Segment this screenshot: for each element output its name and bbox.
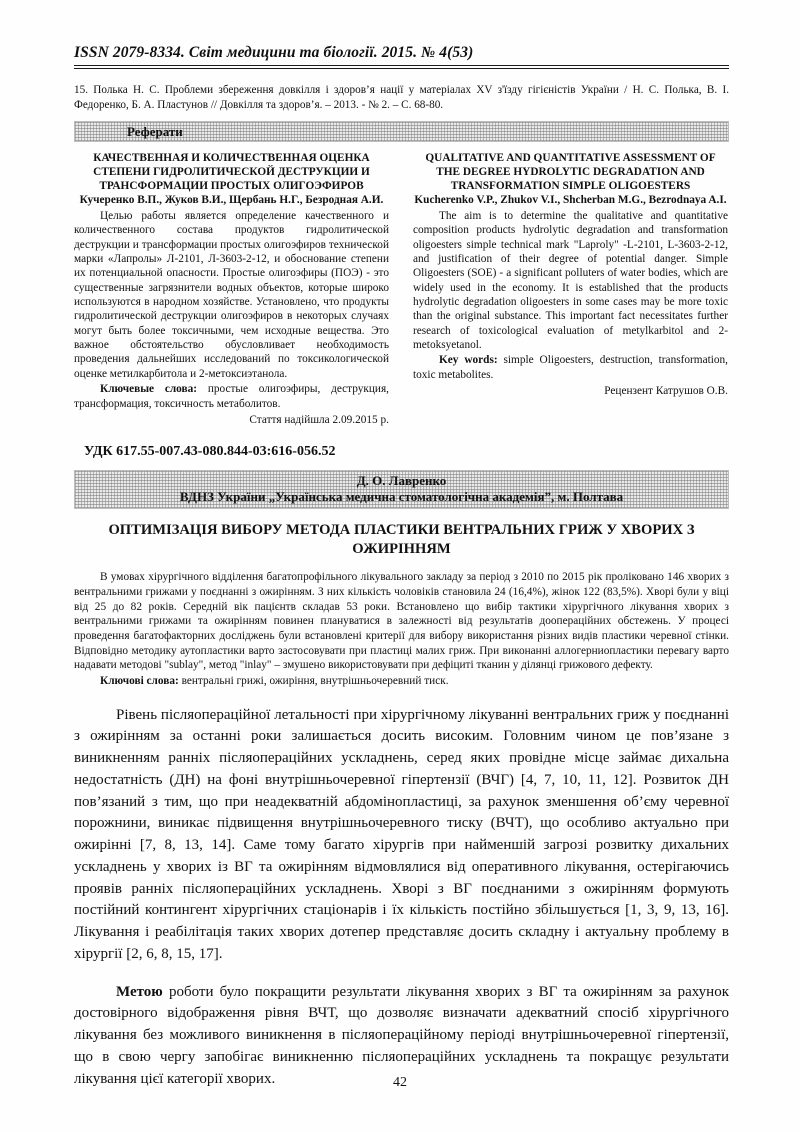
abstract-en-body: The aim is to determine the qualitative and quantitative composition products hydrolytic degradation and transformation oligoesters simple technical mark "Laproly" -L-2101, L-3603-2-12, and justification of their degree of potential danger. Simple Oligoesters (SOE) - a significant polluters of water bodies, which are widely used in the economy. It is established that the products hydrolytic degradation oligoesters in some cases may be more toxic than the original substance. This important fact necessitates further research of toxicological evaluation of metylkarbitol and 2-metoksyetanol. <box>413 210 728 352</box>
body-paragraph-2-lead: Метою <box>116 983 163 1000</box>
abstract-ru-body: Целью работы является определение качественного и количественного состава продуктов гидролитической деструкции и трансформации простых олигоэфиров технической марки «Лапролы» Л-2101, Л-3603-2-12, и обоснование степени их потенциальной опасности. Простые олигоэфиры (ПОЭ) - это существенные загрязнители водных объектов, которые широко используются в народном хозяйстве. Установлено, что продукты гидролитической деструкции олигоэфиров в некоторых случаях могут быть более токсичными, чем исходные вещества. Это важное обстоятельство обусловливает необходимость проведения дальнейших исследований по токсикологической оценке метилкарбитола и 2-метоксиэтанола. <box>74 210 389 380</box>
body-paragraph-2-text: роботи було покращити результати лікування хворих з ВГ та ожирінням за рахунок достовірного відображення рівня ВЧТ, що дозволяє визначати адекватний спосіб хірургічного лікування без можливого виникнення в післяопераційному періоді внутрішньочеревної гіпертензії, що в свою чергу запобігає виникненню післяопераційних ускладнень та покращує результати лікування цієї категорії хворих. <box>74 983 729 1087</box>
udc-code: УДК 617.55-007.43-080.844-03:616-056.52 <box>84 443 336 459</box>
abstract-column-russian <box>74 151 389 426</box>
abstract-ua-keywords-text: вентральні грижі, ожиріння, внутрішньочеревний тиск. <box>178 675 449 687</box>
abstract-ua-keywords <box>74 674 729 689</box>
abstract-columns <box>74 151 729 426</box>
page-content <box>74 44 729 1090</box>
abstract-ua-keywords-label: Ключові слова: <box>100 675 179 687</box>
author-affiliation: ВДНЗ України „Українська медична стоматологічна академія”, м. Полтава <box>179 489 624 505</box>
reference-entry: 15. Полька Н. С. Проблеми збереження довкілля і здоров’я нації у матеріалах XV з'їзду гігієністів України / Н. С. Полька, В. І. Федоренко, Б. А. Пластунов // Довкілля та здоров’я. – 2013. - № 2. – С. 68-80. <box>74 84 729 111</box>
abstract-ru-footer: Стаття надійшла 2.09.2015 р. <box>249 413 389 426</box>
author-banner <box>74 470 729 510</box>
abstract-ru-title: КАЧЕСТВЕННАЯ И КОЛИЧЕСТВЕННАЯ ОЦЕНКА СТЕПЕНИ ГИДРОЛИТИЧЕСКОЙ ДЕСТРУКЦИИ И ТРАНСФОРМАЦИИ ПРОСТЫХ ОЛИГОЭФИРОВ <box>93 151 370 192</box>
page-number: 42 <box>393 1075 407 1090</box>
abstract-ru-keywords <box>74 382 389 411</box>
abstract-column-english <box>413 151 728 397</box>
abstract-ru-keywords-text: простые олигоэфиры, деструкция, трансформация, токсичность метаболитов. <box>74 383 389 410</box>
abstract-ru-authors: Кучеренко В.П., Жуков В.И., Щербань Н.Г., Безродная А.И. <box>79 193 384 206</box>
abstract-en-title: QUALITATIVE AND QUANTITATIVE ASSESSMENT OF THE DEGREE HYDROLYTIC DEGRADATION AND TRANSFORMATION SIMPLE OLIGOESTERS <box>425 151 716 192</box>
author-name: Д. О. Лавренко <box>356 472 447 488</box>
referaty-banner: Реферати <box>74 121 729 142</box>
running-head: ISSN 2079-8334. Світ медицини та біології. 2015. № 4(53) <box>74 44 474 61</box>
abstract-en-keywords <box>413 353 728 382</box>
abstract-en-keywords-text: simple Oligoesters, destruction, transformation, toxic metabolites. <box>413 354 728 381</box>
article-title: ОПТИМІЗАЦІЯ ВИБОРУ МЕТОДА ПЛАСТИКИ ВЕНТРАЛЬНИХ ГРИЖ У ХВОРИХ З ОЖИРІННЯМ <box>108 522 695 558</box>
abstract-en-authors: Kucherenko V.P., Zhukov V.I., Shcherban M.G., Bezrodnaya A.I. <box>414 193 727 206</box>
abstract-en-keywords-label: Key words: <box>439 354 498 367</box>
body-paragraph-1: Рівень післяопераційної летальності при хірургічному лікуванні вентральних гриж у поєднанні з ожирінням за останні роки залишається досить високим. Головним чином це пов’язане з виникненням ранніх післяопераційних ускладнень, серед яких провідне місце займає дихальна недостатність (ДН) на фоні внутрішньочеревної гіпертензії (ВЧГ) [4, 7, 10, 11, 12]. Розвиток ДН пов’язаний з тим, що при неадекватній абдомінопластиці, за рахунок зменшення об’єму черевної порожнини, виникає підвищення внутрішньочеревного тиску (ВЧТ), що особливо актуально при ожирінні [7, 8, 13, 14]. Саме тому багато хірургів при найменшій загрозі розвитку дихальних ускладнень у хворих із ВГ та ожирінням відмовлялися від оперативного лікування, остерігаючись проявів ранніх післяопераційних ускладнень. Хворі з ВГ поєднаними з ожирінням формують постійний контингент хірургічних стаціонарів і їх кількість постійно збільшується [1, 3, 9, 13, 16]. Лікування і реабілітація таких хворих дотепер представляє досить складну і актуальну проблему в хірургії [2, 6, 8, 15, 17]. <box>74 706 729 962</box>
header-rule <box>74 65 729 69</box>
abstract-ua-body: В умовах хірургічного відділення багатопрофільного лікувального закладу за період з 2010 по 2015 рік проліковано 146 хворих з вентральними грижами у поєднанні з ожирінням. З них кількість чоловіків становила 24 (16,4%), жінок 122 (83,5%). Хворі були у віці від 25 до 82 років. Середній вік пацієнтв складав 53 роки. Встановлено що вибір тактики хірургічного лікування хворих з вентральними грижами та ожирінням повинен плануватися в залежності від результатів доопераційних обстежень. У процесі проведення багатофакторних досліджень були встановлені критерії для вибору використання різних видів пластики черевної стінки. Відповідно методику аутопластики варто застосовувати при пластиці малих гриж. При виконанні аллогерниопластики перевагу варто надавати методові "sublay", метод "inlay" – змушено використовувати при дефіциті тканин у ділянці грижового дефекту. <box>74 571 729 672</box>
abstract-ru-keywords-label: Ключевые слова: <box>100 383 198 396</box>
abstract-en-footer: Рецензент Катрушов О.В. <box>604 385 728 398</box>
